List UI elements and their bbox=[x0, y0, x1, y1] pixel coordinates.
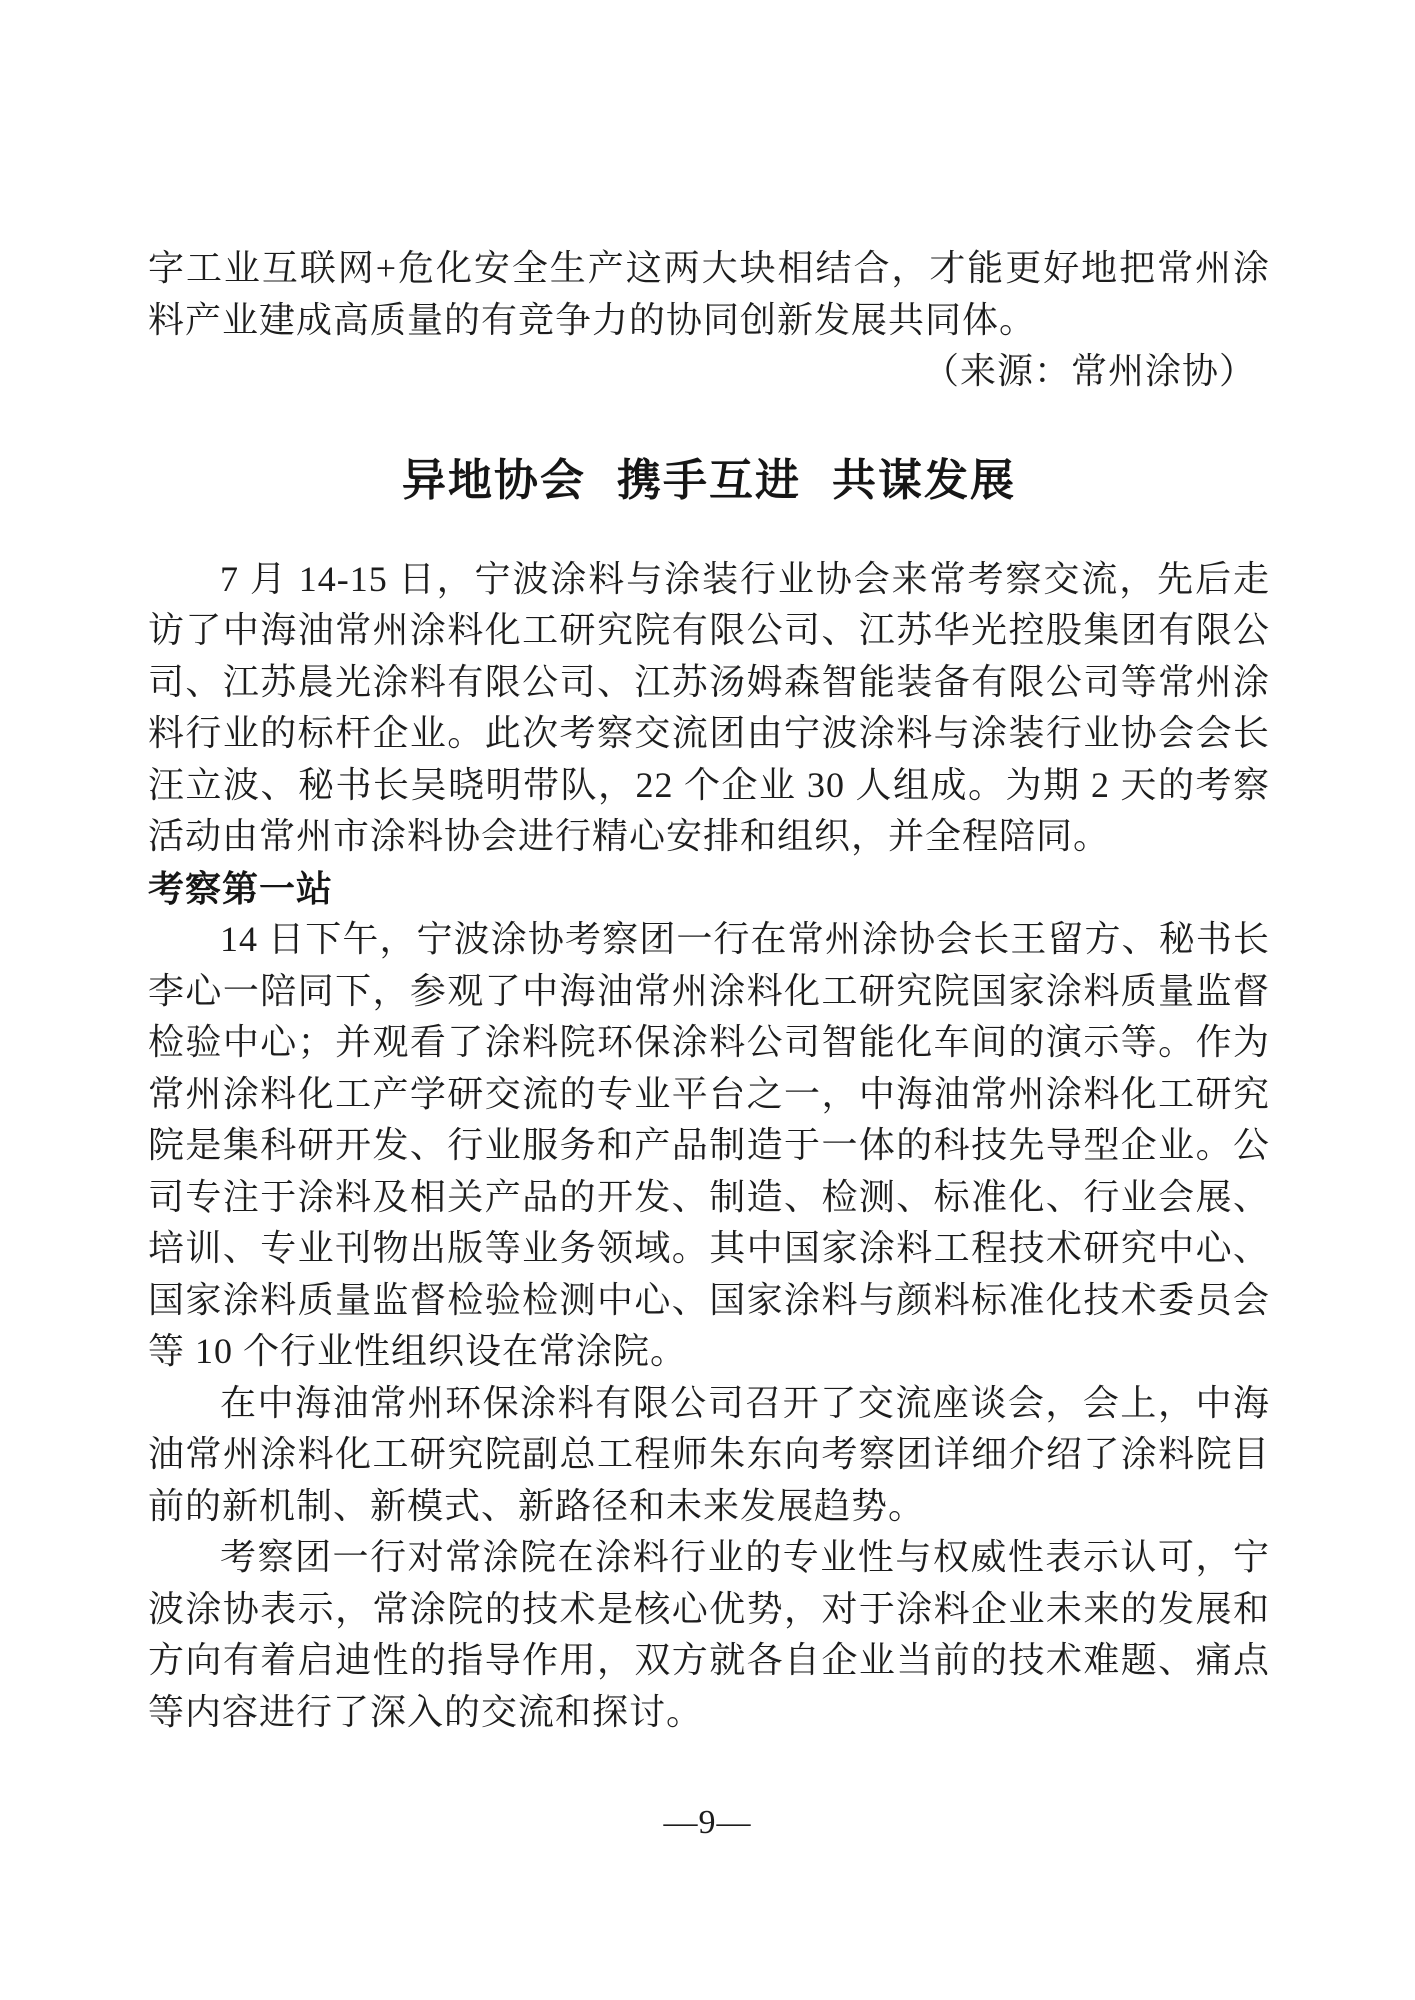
article-paragraph: 在中海油常州环保涂料有限公司召开了交流座谈会，会上，中海油常州涂料化工研究院副总工程师朱东向考察团详细介绍了涂料院目前的新机制、新模式、新路径和未来发展趋势。 bbox=[148, 1382, 1270, 1526]
article-paragraph: 考察团一行对常涂院在涂料行业的专业性与权威性表示认可，宁波涂协表示，常涂院的技术是核心优势，对于涂料企业未来的发展和方向有着启迪性的指导作用，双方就各自企业当前的技术难题、痛点等内容进行了深入的交流和探讨。 bbox=[148, 1537, 1270, 1732]
article-paragraph: 14 日下午，宁波涂协考察团一行在常州涂协会长王留方、秘书长李心一陪同下，参观了中海油常州涂料化工研究院国家涂料质量监督检验中心；并观看了涂料院环保涂料公司智能化车间的演示等。作为常州涂料化工产学研交流的专业平台之一，中海油常州涂料化工研究院是集科研开发、行业服务和产品制造于一体的科技先导型企业。公司专注于涂料及相关产品的开发、制造、检测、标准化、行业会展、培训、专业刊物出版等业务领域。其中国家涂料工程技术研究中心、国家涂料质量监督检验检测中心、国家涂料与颜料标准化技术委员会等 10 个行业性组织设在常涂院。 bbox=[148, 919, 1270, 1371]
article-intro-paragraph: 7 月 14-15 日，宁波涂料与涂装行业协会来常考察交流，先后走访了中海油常州涂料化工研究院有限公司、江苏华光控股集团有限公司、江苏晨光涂料有限公司、江苏汤姆森智能装备有限公司等常州涂料行业的标杆企业。此次考察交流团由宁波涂料与涂装行业协会会长汪立波、秘书长吴晓明带队，22 个企业 30 人组成。为期 2 天的考察活动由常州市涂料协会进行精心安排和组织，并全程陪同。 bbox=[148, 558, 1270, 856]
page-content bbox=[148, 0, 1270, 1738]
continuation-paragraph: 字工业互联网+危化安全生产这两大块相结合，才能更好地把常州涂料产业建成高质量的有竞争力的协同创新发展共同体。 bbox=[148, 248, 1270, 340]
section-heading: 考察第一站 bbox=[148, 867, 334, 909]
page-number: —9— bbox=[663, 1804, 752, 1841]
article-title: 异地协会 携手互进 共谋发展 bbox=[402, 455, 1016, 505]
source-attribution: （来源：常州涂协） bbox=[922, 351, 1256, 391]
